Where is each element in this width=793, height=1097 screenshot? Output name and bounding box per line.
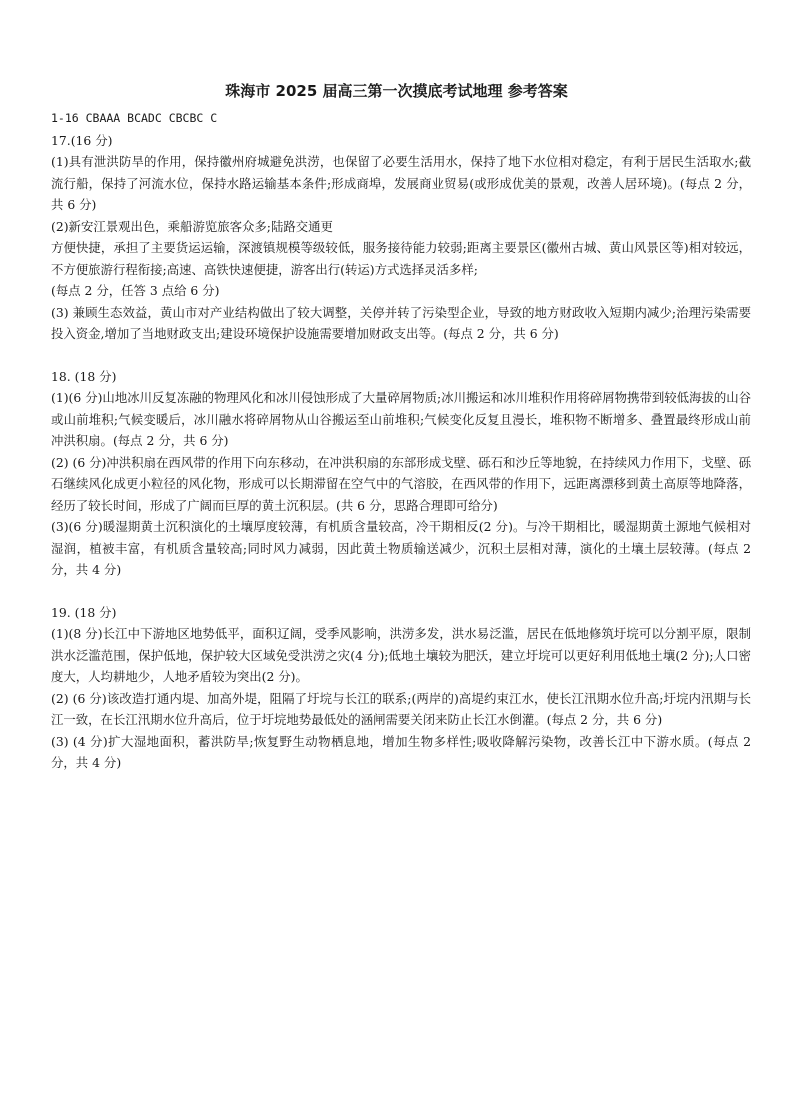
q19-part1: (1)(8 分)长江中下游地区地势低平，面积辽阔，受季风影响，洪涝多发，洪水易泛滥，居民在低地修筑圩垸可以分割平原，限制洪水泛滥范围，保护低地，保护较大区域免受洪涝之灾(4 分);低地土壤较为肥沃，建立圩垸可以更好利用低地土壤(2 分);人口密度大，人均耕地少，人地矛盾较为突出(2 分)。 [51, 626, 751, 684]
q18-part2: (2) (6 分)冲洪积扇在西风带的作用下向东移动，在冲洪积扇的东部形成戈壁、砾石和沙丘等地貌，在持续风力作用下，戈壁、砾石继续风化成更小粒径的风化物，形成可以长期滞留在空气中的气溶胶，在西风带的作用下，远距离漂移到黄土高原等地降落，经历了较长时间，形成了广阔而巨厚的黄土沉积层。(共 6 分，思路合理即可给分) [51, 454, 751, 513]
q18-part3: (3)(6 分)暖湿期黄土沉积演化的土壤厚度较薄，有机质含量较高，冷干期相反(2 分)。与冷干期相比，暖湿期黄土源地气候相对湿润，植被丰富，有机质含量较高;同时风力减弱，因此黄土物质输送减少，沉积土层相对薄，演化的土壤土层较薄。(每点 2 分，共 4 分) [51, 519, 751, 577]
q18-part1: (1)(6 分)山地冰川反复冻融的物理风化和冰川侵蚀形成了大量碎屑物质;冰川搬运和冰川堆积作用将碎屑物携带到较低海拔的山谷或山前堆积;气候变暖后，冰川融水将碎屑物从山谷搬运至山前堆积;气候变化反复且漫长，堆积物不断增多、叠置最终形成山前冲洪积扇。(每点 2 分，共 6 分) [51, 390, 751, 448]
q17-part2-line2: 方便快捷，承担了主要货运运输，深渡镇规模等级较低，服务接待能力较弱;距离主要景区(徽州古城、黄山风景区等)相对较远，不方便旅游行程衔接;高速、高铁快速便捷，游客出行(转运)方式选择灵活多样; [51, 240, 751, 277]
page-title: 珠海市 2025 届高三第一次摸底考试地理 参考答案 [225, 82, 568, 100]
section-gap [51, 345, 751, 366]
q17-part2-score: (每点 2 分，任答 3 点给 6 分) [51, 283, 220, 298]
section-gap [51, 581, 751, 602]
q18-heading: 18. (18 分) [51, 368, 117, 384]
answer-content [51, 108, 751, 774]
q19-heading: 19. (18 分) [51, 604, 117, 620]
q17-part3: (3) 兼顾生态效益，黄山市对产业结构做出了较大调整，关停并转了污染型企业，导致的地方财政收入短期内减少;治理污染需要投入资金,增加了当地财政支出;建设环境保护设施需要增加财政支出等。(每点 2 分，共 6 分) [51, 304, 751, 341]
q19-part2: (2) (6 分)该改造打通内堤、加高外堤，阻隔了圩垸与长江的联系;(两岸的)高堤约束江水，使长江汛期水位升高;圩垸内汛期与长江一致，在长江汛期水位升高后，位于圩垸地势最低处的涵闸需要关闭来防止长江水倒灌。(每点 2 分，共 6 分) [51, 690, 751, 727]
q17-part1: (1)具有泄洪防旱的作用，保持徽州府城避免洪涝，也保留了必要生活用水，保持了地下水位相对稳定，有利于居民生活取水;截流行船，保持了河流水位，保持水路运输基本条件;形成商埠，发展商业贸易(或形成优美的景观，改善人居环境)。(每点 2 分，共 6 分) [51, 154, 751, 212]
q17-part2-line1: (2)新安江景观出色，乘船游览旅客众多;陆路交通更 [51, 218, 333, 234]
q19-part3: (3) (4 分)扩大湿地面积，蓄洪防旱;恢复野生动物栖息地，增加生物多样性;吸收降解污染物，改善长江中下游水质。(每点 2 分，共 4 分) [51, 733, 752, 770]
multiple-choice-answers: 1-16 CBAAA BCADC CBCBC C [51, 111, 218, 125]
q17-heading: 17.(16 分) [51, 132, 113, 148]
